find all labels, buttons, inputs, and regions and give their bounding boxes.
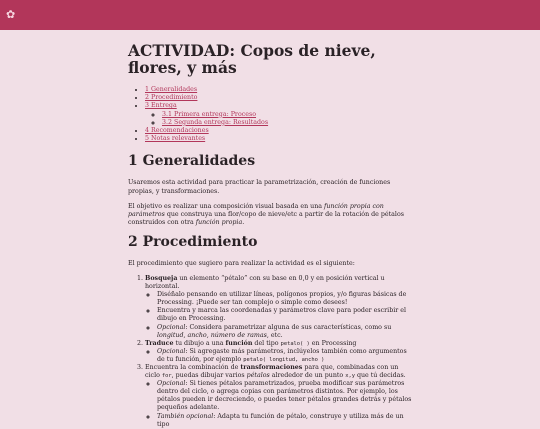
emphasis: Opcional <box>157 380 186 388</box>
emphasis: Opcional <box>157 347 186 355</box>
strong: Traduce <box>145 339 174 347</box>
text: El objetivo es realizar una composición visual basada en una <box>128 202 325 210</box>
text: un elemento “pétalo” con su base en 0,0 y en posición vertical u horizontal. <box>145 274 385 291</box>
sub-list-item: ◦ Encuentra y marca las coordenadas y parámetros clave para poder escribir el dibujo en Processing. <box>157 307 413 323</box>
toc-link-entrega[interactable]: 3 Entrega <box>145 102 177 110</box>
code: x,y <box>345 373 355 380</box>
logo-icon[interactable]: ✿ <box>6 8 16 21</box>
emphasis: longitud, ancho, número de ramas <box>157 331 267 339</box>
toc-item <box>145 135 413 143</box>
text: tu dibujo a una <box>173 339 226 347</box>
section-heading-procedimiento: 2 Procedimiento <box>128 233 258 250</box>
sub-list-item <box>157 380 413 412</box>
strong: transformaciones <box>240 364 303 372</box>
text: : Considera parametrizar alguna de sus características, como su <box>185 323 392 331</box>
toc-link-recomendaciones[interactable]: 4 Recomendaciones <box>145 127 209 135</box>
text: : Si agregaste más parámetros, inclúyelos también como argumentos de tu función, por ejemplo <box>157 347 407 363</box>
emphasis: pétalos <box>246 372 270 380</box>
text: , puedas dibujar varios <box>171 372 247 380</box>
sub-list-item <box>157 324 413 340</box>
emphasis: También opcional <box>157 412 214 420</box>
sub-list-item: ◦ Diséñalo pensando en utilizar líneas, polígonos propios, y/o figuras básicas de Processing. ¡Puede ser tan complejo o simple como desees! <box>157 291 413 307</box>
toc-subitem <box>162 119 413 127</box>
emphasis: función propia <box>195 218 243 226</box>
code: for <box>161 373 172 380</box>
text: que construya una flor/copo de nieve/etc a partir de la rotación de pétalos construidos con otra <box>128 210 404 226</box>
toc-item <box>145 127 413 135</box>
toc-item <box>145 86 413 94</box>
toc-link-generalidades[interactable]: 1 Generalidades <box>145 86 198 93</box>
paragraph: Usaremos esta actividad para practicar la parametrización, creación de funciones propias, y transformaciones. <box>128 179 391 195</box>
sub-list-item <box>157 348 413 364</box>
text: : Si tienes pétalos parametrizados, prueba modificar sus parámetros dentro del ciclo, o agrega copias con parámetros distintos. Por ejemplo, los pétalos pueden ir decreciendo, o puedes tener pétalos grandes detrás y pétalos pequeños adelante. <box>157 380 412 412</box>
code: petalo( longitud, ancho ) <box>243 356 325 363</box>
emphasis: función propia con parámetros <box>128 202 384 218</box>
text: alrededor de un punto <box>269 372 346 380</box>
toc-subitem <box>162 111 413 119</box>
table-of-contents <box>128 86 413 143</box>
list-item <box>145 340 413 364</box>
emphasis: Opcional <box>157 323 186 331</box>
text: , etc. <box>266 331 283 339</box>
toc-link-segunda-entrega[interactable]: 3.2 Segunda entrega: Resultados <box>162 118 269 126</box>
text: Encuentra la combinación de <box>145 364 241 372</box>
text: del tipo <box>252 339 281 347</box>
text: . <box>242 218 245 226</box>
section-heading-generalidades: 1 Generalidades <box>128 153 256 170</box>
paragraph <box>128 203 413 227</box>
toc-link-notas[interactable]: 5 Notas relevantes <box>145 135 206 143</box>
sub-list-item <box>157 413 413 429</box>
steps-list <box>128 275 413 429</box>
text: para que, combinadas con un ciclo <box>145 364 399 380</box>
strong: función <box>225 339 253 347</box>
list-item <box>145 275 413 340</box>
toc-link-procedimiento[interactable]: 2 Procedimiento <box>145 94 198 102</box>
text: en Processing <box>309 339 357 347</box>
page-title: ACTIVIDAD: Copos de nieve, flores, y más <box>128 41 376 77</box>
top-bar <box>0 0 540 30</box>
main-content <box>128 42 413 429</box>
code: petalo( ) <box>280 340 310 347</box>
toc-item <box>145 94 413 102</box>
toc-link-primera-entrega[interactable]: 3.1 Primera entrega: Proceso <box>162 110 257 118</box>
strong: Bosqueja <box>145 274 178 282</box>
list-item <box>145 364 413 429</box>
text: : Adapta tu función de pétalo, construye y utiliza más de un tipo <box>157 412 404 428</box>
toc-item <box>145 102 413 127</box>
paragraph: El procedimiento que sugiero para realizar la actividad es el siguiente: <box>128 259 355 267</box>
text: que tú decidas. <box>354 372 406 380</box>
